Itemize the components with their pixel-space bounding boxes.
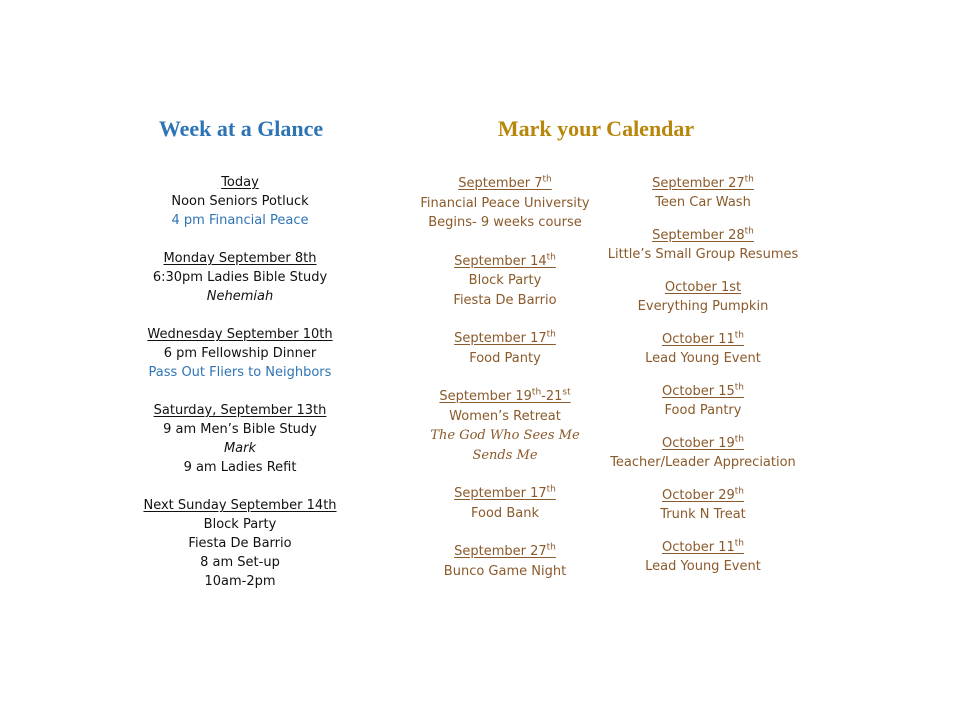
ordinal-suffix: th (542, 174, 552, 185)
calendar-event (400, 329, 610, 368)
week-day-group (120, 173, 360, 230)
event-date: October 11th (662, 538, 744, 555)
event-description: Food Pantry (664, 403, 742, 418)
ordinal-suffix: th (734, 382, 744, 393)
week-at-a-glance-title: Week at a Glance (158, 116, 324, 141)
event-date: September 19th-21st (439, 387, 571, 404)
day-label: Today (221, 175, 259, 190)
event-line: Pass Out Fliers to Neighbors (148, 365, 332, 380)
ordinal-suffix: th (546, 329, 556, 340)
ordinal-suffix: th (744, 226, 754, 237)
event-date: September 28th (652, 226, 754, 243)
event-description: Women’s Retreat (449, 408, 561, 424)
day-label: Saturday, September 13th (153, 403, 327, 418)
event-line: Noon Seniors Potluck (171, 194, 309, 209)
ordinal-suffix: st (562, 387, 571, 398)
ordinal-suffix: th (546, 484, 556, 495)
event-line: Block Party (203, 517, 277, 532)
calendar-event (600, 174, 806, 212)
calendar-event (400, 542, 610, 581)
event-description: Fiesta De Barrio (453, 292, 557, 308)
event-line: Fiesta De Barrio (188, 536, 292, 551)
event-description: Teacher/Leader Appreciation (610, 455, 796, 470)
event-date: September 14th (454, 252, 556, 269)
event-description: Bunco Game Night (443, 563, 567, 579)
event-line: 9 am Men’s Bible Study (163, 422, 317, 437)
event-line: 6:30pm Ladies Bible Study (152, 270, 328, 285)
event-line: 9 am Ladies Refit (183, 460, 297, 475)
ordinal-suffix: th (531, 387, 542, 398)
day-label: Next Sunday September 14th (143, 498, 337, 513)
event-date: October 11th (662, 330, 744, 347)
event-description: Lead Young Event (645, 559, 761, 574)
event-description: Financial Peace University (420, 195, 590, 211)
spacer (120, 477, 360, 496)
calendar-event (600, 226, 806, 264)
day-label: Monday September 8th (163, 251, 317, 266)
calendar-event (600, 330, 806, 368)
event-date: October 19th (662, 434, 744, 451)
spacer (120, 382, 360, 401)
spacer (120, 230, 360, 249)
event-description: Begins- 9 weeks course (428, 215, 582, 230)
calendar-event (400, 484, 610, 523)
event-description: Everything Pumpkin (637, 299, 769, 314)
mark-your-calendar-title: Mark your Calendar (497, 116, 695, 141)
event-description: Trunk N Treat (660, 507, 746, 522)
ordinal-suffix: th (546, 252, 556, 263)
calendar-event (600, 434, 806, 472)
calendar-event (600, 382, 806, 420)
event-line: 6 pm Fellowship Dinner (163, 346, 317, 361)
spacer (120, 306, 360, 325)
calendar-column-left (400, 174, 610, 600)
ordinal-suffix: th (734, 434, 744, 445)
event-date: September 27th (652, 174, 754, 191)
calendar-event (600, 538, 806, 576)
ordinal-suffix: th (734, 538, 744, 549)
event-description: Sends Me (472, 447, 538, 463)
calendar-event (600, 278, 806, 316)
day-label: Wednesday September 10th (147, 327, 333, 342)
event-description: The God Who Sees Me (430, 428, 580, 443)
calendar-event (600, 486, 806, 524)
event-description: Teen Car Wash (655, 195, 751, 210)
event-date: September 17th (454, 484, 556, 501)
ordinal-suffix: th (734, 330, 744, 341)
event-line: 4 pm Financial Peace (171, 213, 309, 228)
ordinal-suffix: th (546, 542, 556, 553)
event-description: Food Panty (469, 350, 541, 366)
event-date: October 1st (664, 280, 742, 295)
event-date: September 17th (454, 329, 556, 346)
event-date: October 15th (662, 382, 744, 399)
event-date: September 7th (458, 174, 552, 191)
event-line: Mark (223, 441, 257, 456)
event-description: Block Party (468, 273, 542, 288)
event-description: Little’s Small Group Resumes (607, 247, 799, 262)
calendar-event (400, 174, 610, 233)
event-line: Nehemiah (206, 289, 274, 304)
ordinal-suffix: th (734, 486, 744, 497)
week-day-group (120, 249, 360, 306)
calendar-column-right (600, 174, 806, 590)
ordinal-suffix: th (744, 174, 754, 185)
calendar-event (400, 387, 610, 465)
week-day-group (120, 325, 360, 382)
event-description: Food Bank (471, 505, 539, 521)
calendar-event (400, 252, 610, 311)
event-line: 8 am Set-up (200, 555, 280, 570)
event-date: September 27th (454, 542, 556, 559)
event-date: October 29th (662, 486, 744, 503)
week-day-group (120, 496, 360, 591)
week-day-group (120, 401, 360, 477)
event-line: 10am-2pm (204, 574, 276, 589)
week-schedule-column (120, 173, 360, 591)
event-description: Lead Young Event (645, 351, 761, 366)
